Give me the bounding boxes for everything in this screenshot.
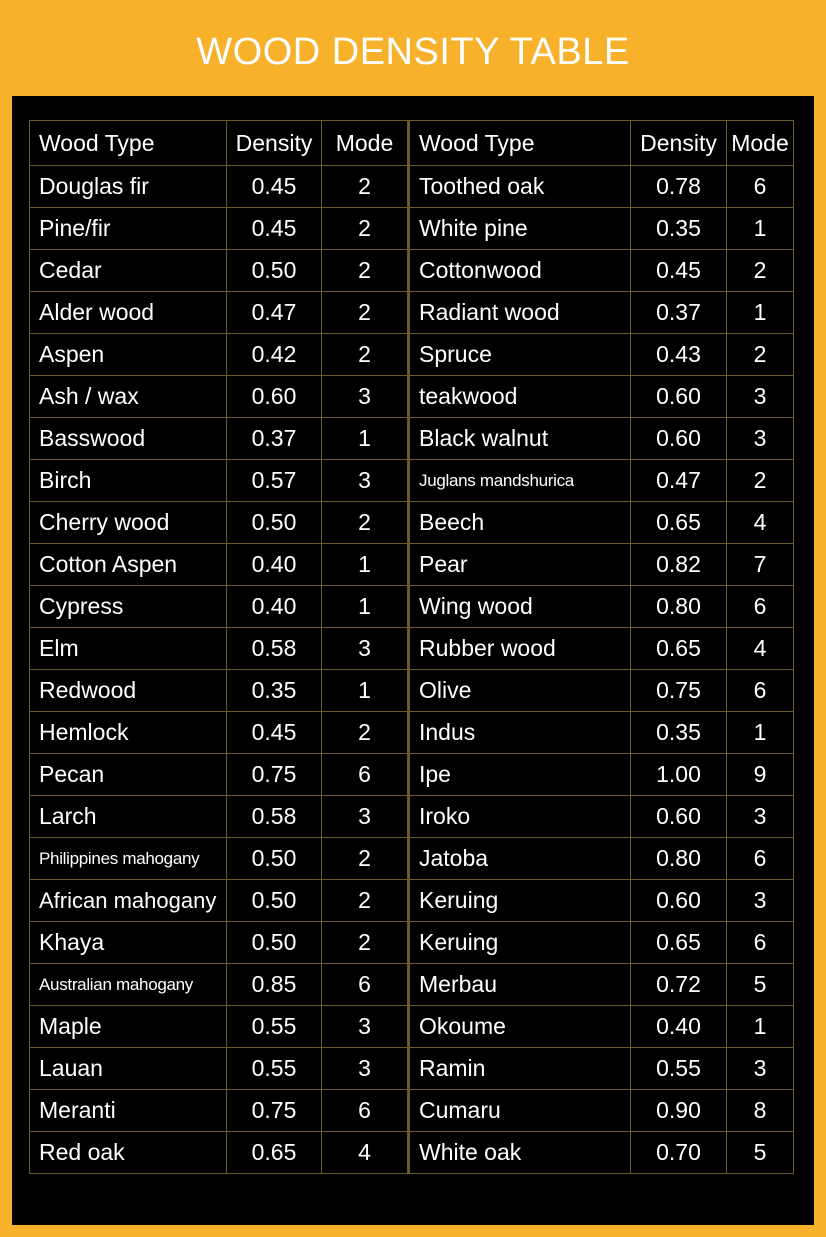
density-right: 0.40: [631, 1006, 727, 1048]
mode-right: 1: [727, 208, 794, 250]
table-row: [30, 1132, 794, 1174]
wood-name-right: Iroko: [409, 796, 631, 838]
mode-right: 1: [727, 1006, 794, 1048]
mode-right: 3: [727, 376, 794, 418]
mode-left: 2: [322, 166, 409, 208]
wood-name-right: Cottonwood: [409, 250, 631, 292]
density-left: 0.55: [227, 1048, 322, 1090]
mode-right: 6: [727, 586, 794, 628]
wood-name-right: White oak: [409, 1132, 631, 1174]
table-row: [30, 544, 794, 586]
mode-right: 1: [727, 292, 794, 334]
mode-right: 1: [727, 712, 794, 754]
mode-right: 3: [727, 880, 794, 922]
mode-left: 3: [322, 796, 409, 838]
wood-name-left: Khaya: [30, 922, 227, 964]
wood-name-left: Aspen: [30, 334, 227, 376]
density-left: 0.45: [227, 712, 322, 754]
mode-left: 2: [322, 922, 409, 964]
table-row: [30, 754, 794, 796]
wood-name-left: Birch: [30, 460, 227, 502]
density-left: 0.40: [227, 544, 322, 586]
table-row: [30, 838, 794, 880]
page-title: WOOD DENSITY TABLE: [196, 31, 630, 73]
table-row: [30, 880, 794, 922]
table-row: [30, 334, 794, 376]
wood-name-right: Juglans mandshurica: [409, 460, 631, 502]
header-mode-left: Mode: [322, 121, 409, 166]
mode-right: 2: [727, 250, 794, 292]
mode-left: 1: [322, 418, 409, 460]
table-row: [30, 376, 794, 418]
wood-name-left: Maple: [30, 1006, 227, 1048]
density-right: 0.72: [631, 964, 727, 1006]
table-row: [30, 796, 794, 838]
density-right: 0.60: [631, 376, 727, 418]
density-right: 0.35: [631, 712, 727, 754]
density-right: 0.90: [631, 1090, 727, 1132]
table-row: [30, 502, 794, 544]
wood-name-left: Elm: [30, 628, 227, 670]
table-row: [30, 166, 794, 208]
wood-name-left: Redwood: [30, 670, 227, 712]
mode-right: 2: [727, 334, 794, 376]
density-left: 0.58: [227, 628, 322, 670]
table-row: [30, 964, 794, 1006]
density-left: 0.35: [227, 670, 322, 712]
mode-right: 6: [727, 166, 794, 208]
table-header-row: [30, 121, 794, 166]
table-row: [30, 628, 794, 670]
density-left: 0.50: [227, 838, 322, 880]
mode-left: 2: [322, 502, 409, 544]
density-left: 0.55: [227, 1006, 322, 1048]
header-wood-type-left: Wood Type: [30, 121, 227, 166]
mode-left: 3: [322, 376, 409, 418]
wood-name-left: Ash / wax: [30, 376, 227, 418]
mode-right: 6: [727, 922, 794, 964]
wood-name-left: Pine/fir: [30, 208, 227, 250]
density-left: 0.75: [227, 1090, 322, 1132]
density-right: 0.60: [631, 796, 727, 838]
wood-name-left: Alder wood: [30, 292, 227, 334]
wood-name-left: Cypress: [30, 586, 227, 628]
wood-name-left: Cotton Aspen: [30, 544, 227, 586]
wood-name-left: Cedar: [30, 250, 227, 292]
mode-left: 2: [322, 838, 409, 880]
mode-left: 2: [322, 712, 409, 754]
mode-left: 2: [322, 334, 409, 376]
mode-right: 3: [727, 1048, 794, 1090]
wood-name-right: Wing wood: [409, 586, 631, 628]
table-panel: [12, 96, 814, 1225]
density-left: 0.57: [227, 460, 322, 502]
density-right: 0.47: [631, 460, 727, 502]
density-left: 0.58: [227, 796, 322, 838]
header-mode-right: Mode: [727, 121, 794, 166]
table-row: [30, 1090, 794, 1132]
mode-right: 8: [727, 1090, 794, 1132]
density-left: 0.47: [227, 292, 322, 334]
wood-name-left: Pecan: [30, 754, 227, 796]
density-right: 0.78: [631, 166, 727, 208]
mode-left: 6: [322, 964, 409, 1006]
mode-right: 9: [727, 754, 794, 796]
wood-name-right: Pear: [409, 544, 631, 586]
wood-name-left: Australian mahogany: [30, 964, 227, 1006]
mode-left: 2: [322, 880, 409, 922]
density-left: 0.75: [227, 754, 322, 796]
density-left: 0.45: [227, 166, 322, 208]
density-left: 0.60: [227, 376, 322, 418]
wood-name-right: Merbau: [409, 964, 631, 1006]
mode-left: 1: [322, 544, 409, 586]
density-left: 0.50: [227, 880, 322, 922]
density-right: 0.37: [631, 292, 727, 334]
wood-name-left: Basswood: [30, 418, 227, 460]
wood-name-left: Douglas fir: [30, 166, 227, 208]
density-left: 0.40: [227, 586, 322, 628]
density-right: 0.65: [631, 922, 727, 964]
density-right: 0.45: [631, 250, 727, 292]
density-left: 0.50: [227, 250, 322, 292]
wood-name-left: Larch: [30, 796, 227, 838]
table-row: [30, 922, 794, 964]
wood-name-right: Keruing: [409, 922, 631, 964]
wood-name-left: Red oak: [30, 1132, 227, 1174]
wood-name-left: African mahogany: [30, 880, 227, 922]
density-left: 0.65: [227, 1132, 322, 1174]
density-left: 0.42: [227, 334, 322, 376]
table-row: [30, 208, 794, 250]
table-row: [30, 586, 794, 628]
wood-name-right: Radiant wood: [409, 292, 631, 334]
wood-name-left: Hemlock: [30, 712, 227, 754]
mode-right: 6: [727, 838, 794, 880]
mode-right: 6: [727, 670, 794, 712]
header-density-left: Density: [227, 121, 322, 166]
density-right: 0.55: [631, 1048, 727, 1090]
wood-name-right: Olive: [409, 670, 631, 712]
mode-left: 3: [322, 1006, 409, 1048]
density-right: 0.65: [631, 502, 727, 544]
density-left: 0.50: [227, 922, 322, 964]
mode-left: 6: [322, 1090, 409, 1132]
wood-name-left: Meranti: [30, 1090, 227, 1132]
mode-left: 3: [322, 1048, 409, 1090]
table-row: [30, 460, 794, 502]
mode-left: 4: [322, 1132, 409, 1174]
table-row: [30, 670, 794, 712]
mode-left: 2: [322, 208, 409, 250]
table-row: [30, 1048, 794, 1090]
wood-density-table: [29, 120, 794, 1174]
wood-name-right: Ipe: [409, 754, 631, 796]
wood-name-right: Black walnut: [409, 418, 631, 460]
mode-right: 5: [727, 1132, 794, 1174]
wood-name-right: Toothed oak: [409, 166, 631, 208]
mode-right: 4: [727, 502, 794, 544]
density-right: 0.60: [631, 418, 727, 460]
density-left: 0.45: [227, 208, 322, 250]
wood-name-left: Cherry wood: [30, 502, 227, 544]
wood-name-right: Spruce: [409, 334, 631, 376]
wood-name-left: Lauan: [30, 1048, 227, 1090]
density-right: 0.75: [631, 670, 727, 712]
mode-right: 3: [727, 418, 794, 460]
density-left: 0.85: [227, 964, 322, 1006]
density-left: 0.50: [227, 502, 322, 544]
wood-name-right: Okoume: [409, 1006, 631, 1048]
wood-name-left: Philippines mahogany: [30, 838, 227, 880]
table-row: [30, 1006, 794, 1048]
density-right: 0.43: [631, 334, 727, 376]
mode-right: 5: [727, 964, 794, 1006]
wood-name-right: Ramin: [409, 1048, 631, 1090]
density-right: 0.65: [631, 628, 727, 670]
wood-name-right: Indus: [409, 712, 631, 754]
table-body: [30, 166, 794, 1174]
table-row: [30, 712, 794, 754]
mode-left: 2: [322, 250, 409, 292]
wood-name-right: White pine: [409, 208, 631, 250]
mode-right: 4: [727, 628, 794, 670]
header-wood-type-right: Wood Type: [409, 121, 631, 166]
mode-right: 2: [727, 460, 794, 502]
density-right: 0.80: [631, 586, 727, 628]
table-row: [30, 250, 794, 292]
mode-right: 7: [727, 544, 794, 586]
header-density-right: Density: [631, 121, 727, 166]
density-right: 0.70: [631, 1132, 727, 1174]
wood-name-right: Keruing: [409, 880, 631, 922]
density-right: 1.00: [631, 754, 727, 796]
mode-left: 3: [322, 460, 409, 502]
density-left: 0.37: [227, 418, 322, 460]
density-right: 0.80: [631, 838, 727, 880]
mode-left: 1: [322, 586, 409, 628]
wood-name-right: Beech: [409, 502, 631, 544]
mode-left: 3: [322, 628, 409, 670]
mode-right: 3: [727, 796, 794, 838]
wood-name-right: teakwood: [409, 376, 631, 418]
wood-name-right: Jatoba: [409, 838, 631, 880]
wood-name-right: Rubber wood: [409, 628, 631, 670]
wood-name-right: Cumaru: [409, 1090, 631, 1132]
table-row: [30, 418, 794, 460]
mode-left: 1: [322, 670, 409, 712]
table-row: [30, 292, 794, 334]
mode-left: 6: [322, 754, 409, 796]
density-right: 0.82: [631, 544, 727, 586]
mode-left: 2: [322, 292, 409, 334]
density-right: 0.35: [631, 208, 727, 250]
density-right: 0.60: [631, 880, 727, 922]
